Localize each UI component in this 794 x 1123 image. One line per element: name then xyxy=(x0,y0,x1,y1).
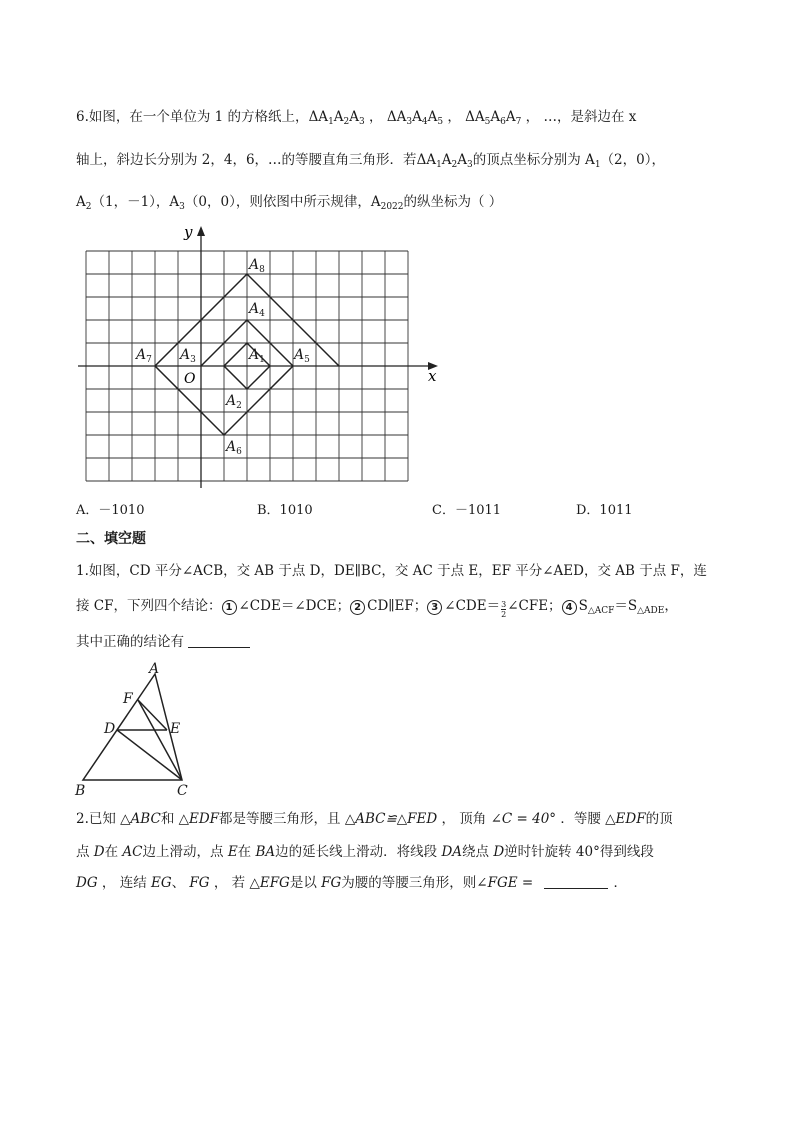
label-a1: $A_1$ xyxy=(249,347,265,365)
label-a2: $A_2$ xyxy=(226,393,242,411)
q2-line-2: 点 D在 AC边上滑动，点 E在 BA边的延长线上滑动．将线段 DA绕点 D逆时针旋转 40°得到线段 xyxy=(76,844,654,860)
y-axis-label: y xyxy=(184,223,193,241)
circled-number-3: 3 xyxy=(427,600,442,615)
answer-blank-q1[interactable] xyxy=(188,633,250,648)
q6-line-3: $A_2(1$，－1），$A_3(0$，0），则依图中所示规律，$A_{2022}$的纵坐标为（ ） xyxy=(76,194,503,212)
label-a4: $A_4$ xyxy=(249,301,265,319)
q1-line-1: 1.如图，CD 平分∠ACB，交 AB 于点 D，DE∥BC，交 AC 于点 E，EF 平分∠AED，交 AB 于点 F，连 xyxy=(76,563,707,579)
label-F: F xyxy=(123,691,133,707)
section-heading: 二、填空题 xyxy=(76,531,146,547)
label-a8: $A_8$ xyxy=(249,257,265,275)
circled-number-1: 1 xyxy=(222,600,237,615)
circled-number-2: 2 xyxy=(350,600,365,615)
label-A: A xyxy=(149,661,160,677)
q1-line-2: 接 CF，下列四个结论： 1 ∠CDE＝∠DCE； 2 CD∥EF； 3 ∠CDE＝ $\frac{3}{2}\angle CFE$； 4 $S_{\triangle ACF}=S_{\triangle ADE}$， xyxy=(76,598,678,619)
q6-grid-figure xyxy=(70,218,450,498)
answer-blank-q2[interactable] xyxy=(544,874,608,889)
q1-line-3: 其中正确的结论有 xyxy=(76,633,250,651)
q2-line-1: 2.已知 △ABC和 △EDF都是等腰三角形，且 △ABC≌△FED ， 顶角 ∠C = 40° ．等腰 △EDF的顶 xyxy=(76,811,673,827)
label-C: C xyxy=(177,783,188,798)
choice-d[interactable]: D．1011 xyxy=(576,503,633,518)
circled-number-4: 4 xyxy=(562,600,577,615)
origin-label: O xyxy=(184,371,196,387)
choice-b[interactable]: B．1010 xyxy=(257,503,313,518)
label-a5: $A_5$ xyxy=(294,347,310,365)
choice-c[interactable]: C．－1011 xyxy=(432,503,502,518)
q1-triangle-figure xyxy=(70,656,200,798)
choice-a[interactable]: A．－1010 xyxy=(76,503,145,518)
label-E: E xyxy=(170,721,181,737)
label-a7: $A_7$ xyxy=(136,347,152,365)
fraction: $\frac{3}{2}$ xyxy=(501,600,507,619)
x-axis-label: x xyxy=(428,367,437,385)
q2-line-3: DG ， 连结 EG、 FG ， 若 △EFG是以 FG为腰的等腰三角形，则∠FGE = ． xyxy=(76,875,628,891)
q6-line-1: 6.如图，在一个单位为 1 的方格纸上，$\Delta A_1A_2A_3$ ， $\Delta A_3A_4A_5$ ， $\Delta A_5A_6A_7$ ， …，是斜边在 x xyxy=(76,109,637,127)
q6-line-2: 轴上，斜边长分别为 2，4，6，…的等腰直角三角形．若$\Delta A_1A_2A_3$的顶点坐标分别为 $A_1(2$，0）， xyxy=(76,152,665,170)
label-a6: $A_6$ xyxy=(226,439,242,457)
label-B: B xyxy=(75,783,86,798)
label-a3: $A_3$ xyxy=(180,347,196,365)
label-D: D xyxy=(104,721,116,737)
